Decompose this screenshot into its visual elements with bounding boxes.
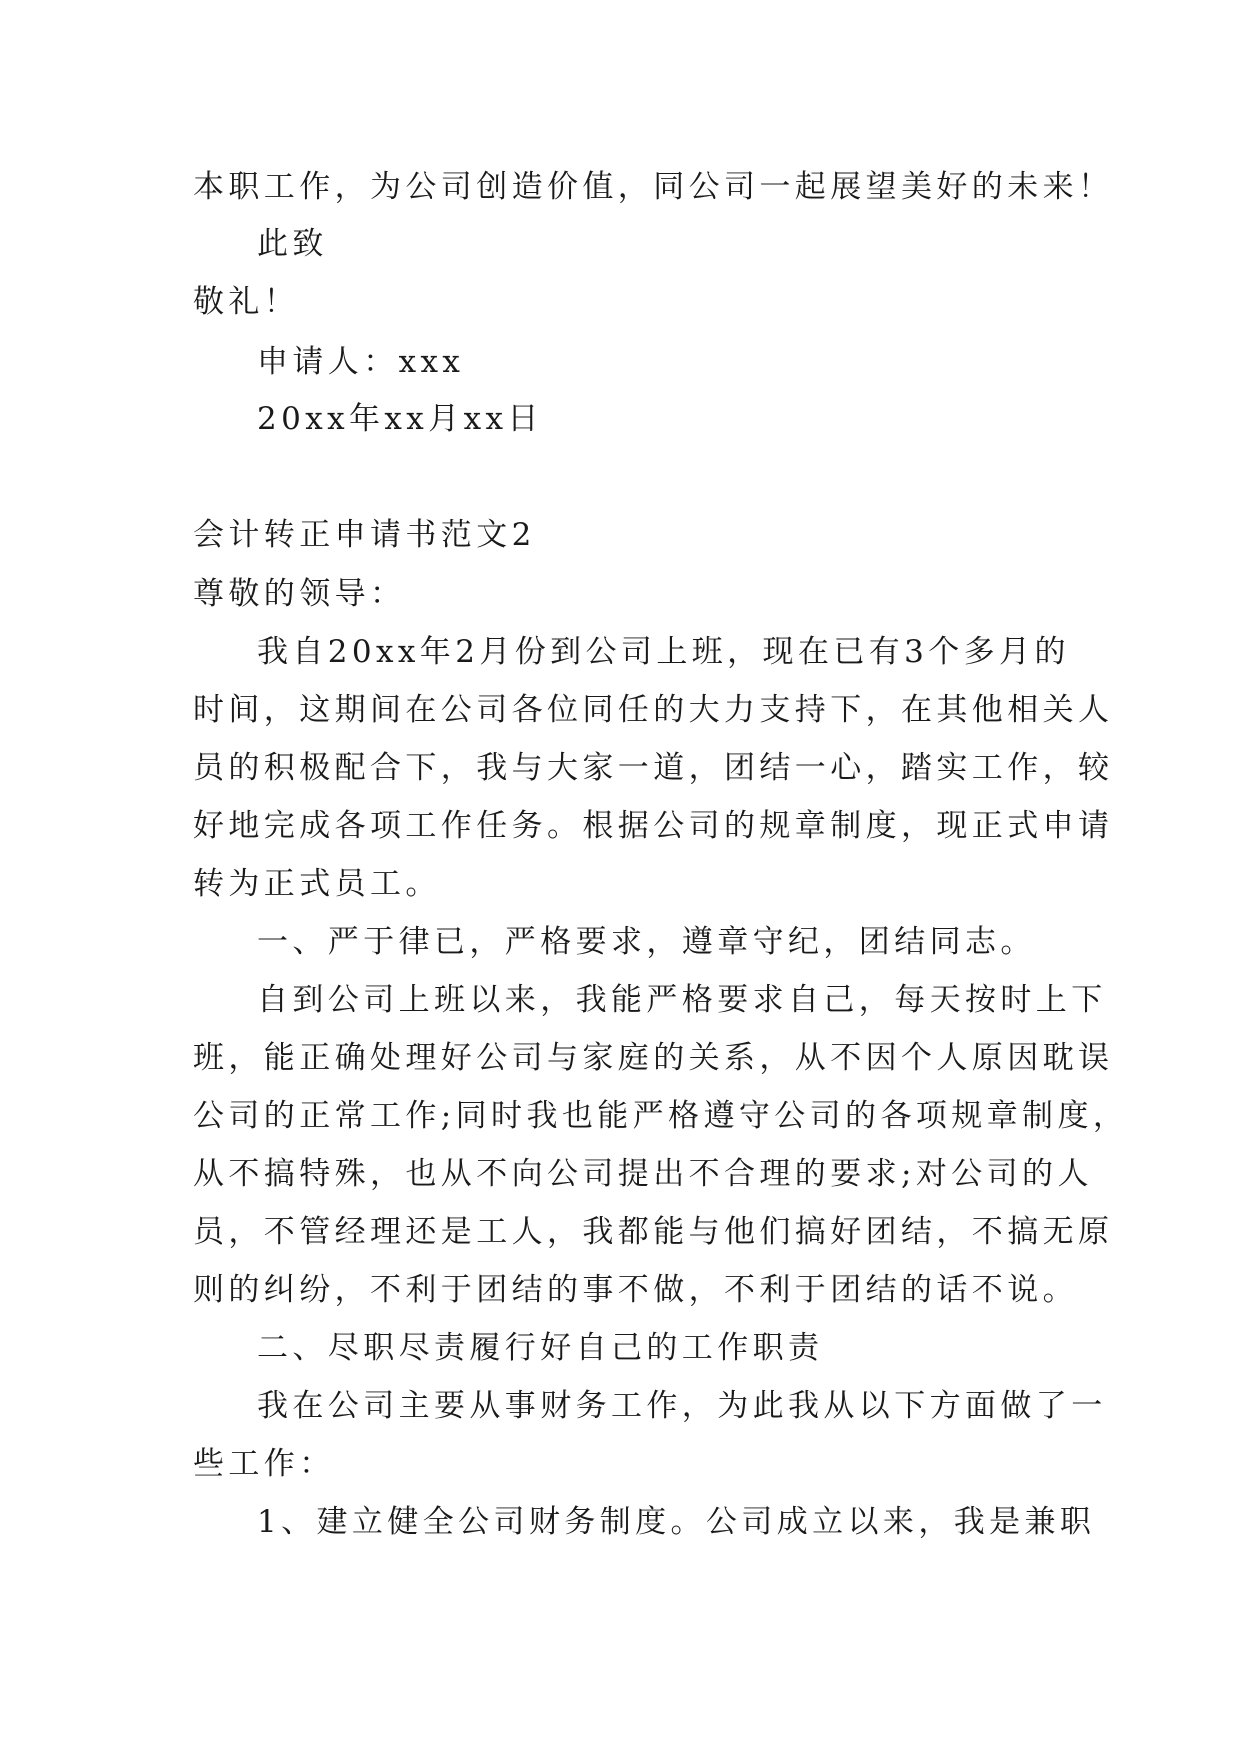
section-title: 会计转正申请书范文2 (193, 517, 536, 553)
paragraph-line: 转为正式员工。 (193, 866, 441, 902)
paragraph-line: 1、建立健全公司财务制度。公司成立以来，我是兼职 (257, 1504, 1096, 1540)
paragraph-line: 时间，这期间在公司各位同任的大力支持下，在其他相关人 (193, 692, 1114, 728)
regards-text: 敬礼！ (193, 284, 300, 320)
paragraph-line: 则的纠纷，不利于团结的事不做，不利于团结的话不说。 (193, 1272, 1078, 1308)
signature-date: 20xx年xx月xx日 (257, 401, 543, 437)
heading-line: 一、严于律已，严格要求，遵章守纪，团结同志。 (257, 924, 1036, 960)
salutation-text: 此致 (257, 226, 328, 262)
heading-line: 二、尽职尽责履行好自己的工作职责 (257, 1330, 824, 1366)
paragraph-line: 我自20xx年2月份到公司上班，现在已有3个多月的 (257, 634, 1070, 670)
paragraph-line: 公司的正常工作;同时我也能严格遵守公司的各项规章制度， (193, 1098, 1129, 1134)
applicant-signature: 申请人：xxx (257, 344, 465, 380)
paragraph-line: 从不搞特殊，也从不向公司提出不合理的要求;对公司的人 (193, 1156, 1093, 1192)
closing-text-line: 本职工作，为公司创造价值，同公司一起展望美好的未来！ (193, 169, 1114, 205)
paragraph-line: 好地完成各项工作任务。根据公司的规章制度，现正式申请 (193, 808, 1114, 844)
paragraph-line: 班，能正确处理好公司与家庭的关系，从不因个人原因耽误 (193, 1040, 1114, 1076)
paragraph-line: 些工作： (193, 1446, 335, 1482)
paragraph-line: 员，不管经理还是工人，我都能与他们搞好团结，不搞无原 (193, 1214, 1114, 1250)
paragraph-line: 我在公司主要从事财务工作，为此我从以下方面做了一 (257, 1388, 1107, 1424)
paragraph-line: 自到公司上班以来，我能严格要求自己，每天按时上下 (257, 982, 1107, 1018)
paragraph-line: 员的积极配合下，我与大家一道，团结一心，踏实工作，较 (193, 750, 1114, 786)
greeting-text: 尊敬的领导： (193, 576, 406, 612)
